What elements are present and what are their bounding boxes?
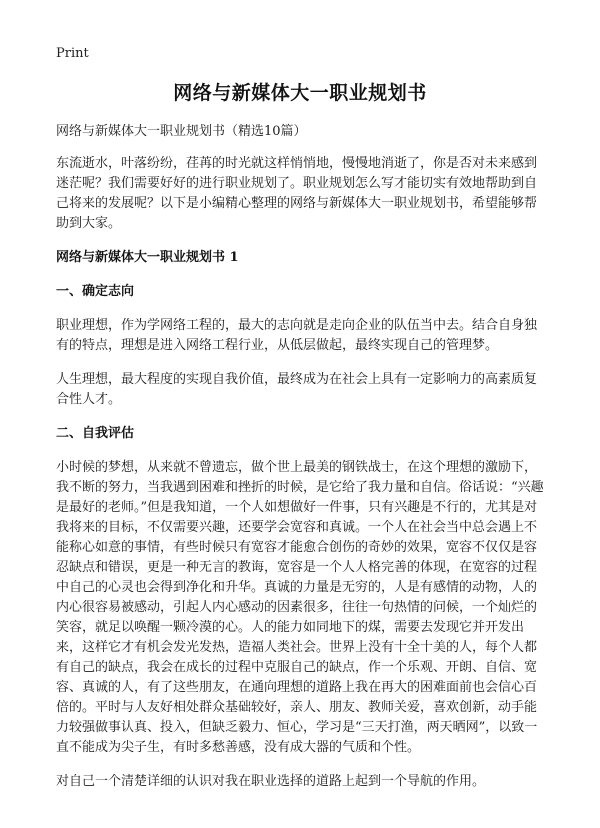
- intro-paragraph: 东流逝水，叶落纷纷，荏苒的时光就这样悄悄地，慢慢地消逝了，你是否对未来感到迷茫呢？我们需要好好的进行职业规划了。职业规划怎么写才能切实有效地帮助到自己将来的发展呢？以下是小编精心整理的网络与新媒体大一职业规划书，希望能够帮助到大家。: [56, 156, 538, 231]
- article-heading: 网络与新媒体大一职业规划书 1: [56, 250, 239, 265]
- document-body: [56, 122, 548, 792]
- section-heading-1: 一、确定志向: [56, 284, 135, 299]
- section2-paragraph-1: 小时候的梦想，从来就不曾遗忘，做个世上最美的钢铁战士，在这个理想的激励下，我不断的努力，当我遇到困难和挫折的时候，是它给了我力量和自信。俗话说：“兴趣是最好的老师。”但是我知道，一个人如想做好一件事，只有兴趣是不行的，尤其是对我将来的目标，不仅需要兴趣，还要学会宽容和真诚。一个人在社会当中总会遇上不能称心如意的事情，有些时候只有宽容才能愈合创伤的奇妙的效果，宽容不仅仅是容忍缺点和错误，更是一种无言的教诲，宽容是一个人人格完善的体现，在宽容的过程中自己的心灵也会得到净化和升华。真诚的力量是无穷的，人是有感情的动物，人的内心很容易被感动，引起人内心感动的因素很多，往往一句热情的问候，一个灿烂的笑容，就足以唤醒一颗冷漠的心。人的能力如同地下的煤，需要去发现它并开发出来，这样它才有机会发光发热，造福人类社会。世界上没有十全十美的人，每个人都有自己的缺点，我会在成长的过程中克服自己的缺点，作一个乐观、开朗、自信、宽容、真诚的人，有了这些朋友，在通向理想的道路上我在再大的困难面前也会信心百倍的。平时与人友好相处群众基础较好，亲人、朋友、教师关爱，喜欢创新，动手能力较强做事认真、投入，但缺乏毅力、恒心，学习是“三天打渔，两天晒网”，以致一直不能成为尖子生，有时多愁善感，没有成大器的气质和个性。: [56, 460, 544, 755]
- section1-paragraph-2: 人生理想，最大程度的实现自我价值，最终成为在社会上具有一定影响力的高素质复合性人才。: [56, 372, 538, 407]
- print-label: Print: [56, 46, 89, 61]
- section1-paragraph-1: 职业理想，作为学网络工程的，最大的志向就是走向企业的队伍当中去。结合自身独有的特点，理想是进入网络工程行业，从低层做起，最终实现自己的管理梦。: [56, 318, 538, 353]
- section2-paragraph-2: 对自己一个清楚详细的认识对我在职业选择的道路上起到一个导航的作用。: [56, 774, 486, 789]
- page-title: 网络与新媒体大一职业规划书: [173, 82, 427, 104]
- section-heading-2: 二、自我评估: [56, 426, 135, 441]
- document-subtitle: 网络与新媒体大一职业规划书（精选10篇）: [56, 124, 307, 139]
